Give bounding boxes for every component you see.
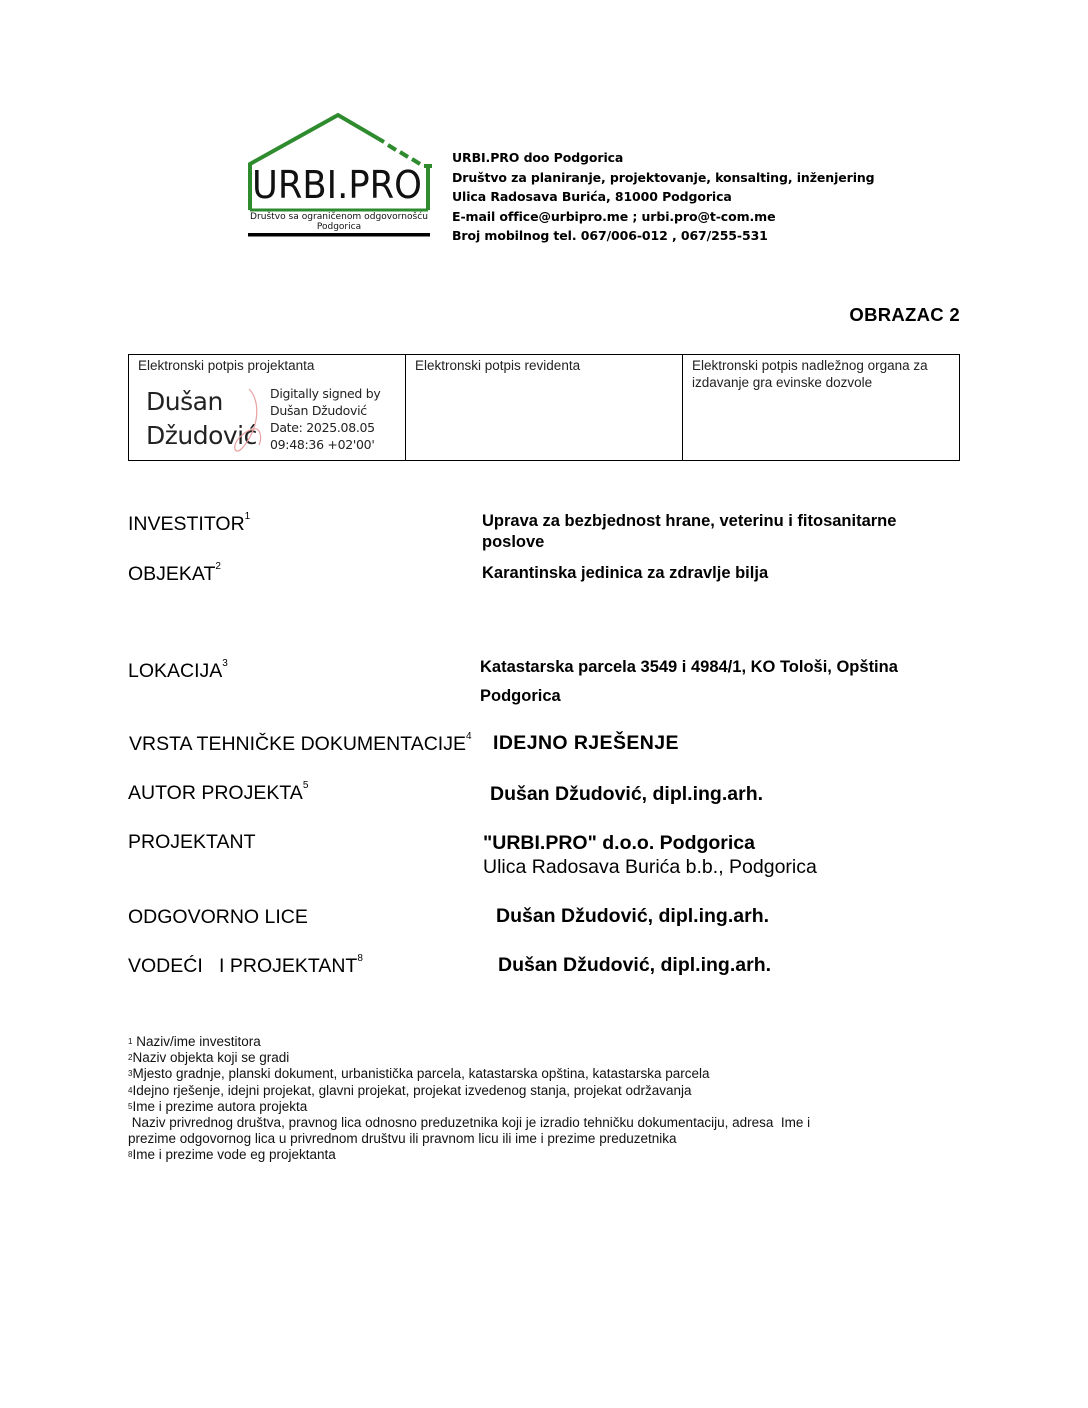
reviewer-signature-header: Elektronski potpis revidenta	[415, 358, 581, 373]
vodeci-projektant-value: Dušan Džudović, dipl.ing.arh.	[498, 954, 772, 976]
lokacija-value	[480, 653, 898, 711]
signer-name-line1: Dušan	[146, 387, 223, 416]
signature-table	[128, 354, 960, 461]
footnotes	[128, 1034, 810, 1164]
projektant-value-line1: "URBI.PRO" d.o.o. Podgorica	[483, 832, 756, 854]
lokacija-value-line1: Katastarska parcela 3549 i 4984/1, KO Tološi, Opština	[480, 658, 898, 676]
projektant-value-line2: Ulica Radosava Burića b.b., Podgorica	[483, 856, 817, 878]
designer-signature-cell[interactable]	[129, 355, 406, 460]
footnote-7: prezime odgovornog lica u privrednom društvu ili pravnom licu ili ime i prezime preduzetnika	[128, 1131, 677, 1147]
signed-date: Date: 2025.08.05	[270, 420, 375, 435]
reviewer-signature-cell[interactable]	[406, 355, 683, 460]
footnote-8: $^8$Ime i prezime vode eg projektanta	[128, 1147, 336, 1163]
investitor-value-line2: poslove	[482, 533, 545, 551]
signed-by-label: Digitally signed by	[270, 386, 381, 401]
footnote-4: $^4$Idejno rješenje, idejni projekat, glavni projekat, projekat izvedenog stanja, projekat održavanja	[128, 1082, 692, 1098]
signer-name-line2: Džudović	[146, 421, 257, 450]
footnote-1: $^1$ Naziv/ime investitora	[128, 1034, 261, 1049]
logo-city: Podgorica	[316, 222, 362, 232]
signature-flourish-icon	[229, 385, 274, 459]
objekat-value: Karantinska jedinica za zdravlje bilja	[482, 564, 769, 582]
investitor-value	[482, 511, 896, 553]
signed-time: 09:48:36 +02'00'	[270, 437, 375, 452]
investitor-value-line1: Uprava za bezbjednost hrane, veterinu i fitosanitarne	[482, 512, 897, 530]
odgovorno-lice-label: ODGOVORNO LICE	[128, 906, 308, 928]
company-email: E-mail office@urbipro.me ; urbi.pro@t-com.me	[452, 208, 776, 224]
authority-signature-header: Elektronski potpis nadležnog organa za izdavanje gra evinske dozvole	[692, 358, 928, 390]
projektant-value	[483, 831, 817, 879]
vrsta-value: IDEJNO RJEŠENJE	[493, 732, 679, 754]
digital-signature-details	[270, 385, 380, 453]
footnote-ref: 5	[302, 780, 309, 791]
projektant-label: PROJEKTANT	[128, 831, 256, 853]
odgovorno-lice-value: Dušan Džudović, dipl.ing.arh.	[496, 905, 770, 927]
investitor-label: INVESTITOR$^1$	[128, 511, 251, 535]
vodeci-projektant-label: VODEĆI I PROJEKTANT$^8$	[128, 953, 363, 977]
footnote-ref: 1	[244, 511, 251, 522]
vrsta-label: VRSTA TEHNIČKE DOKUMENTACIJE$^4$	[129, 731, 472, 755]
company-address: Ulica Radosava Burića, 81000 Podgorica	[452, 189, 732, 204]
company-name: URBI.PRO doo Podgorica	[452, 150, 624, 165]
form-title: OBRAZAC 2	[849, 304, 960, 325]
designer-signature-header: Elektronski potpis projektanta	[138, 358, 315, 373]
autor-value: Dušan Džudović, dipl.ing.arh.	[490, 783, 764, 805]
company-phone: Broj mobilnog tel. 067/006-012 , 067/255-531	[452, 228, 768, 243]
footnote-5: $^5$Ime i prezime autora projekta	[128, 1098, 308, 1114]
footnote-3: $^3$Mjesto gradnje, planski dokument, urbanistička parcela, katastarska opština, katastarska parcela	[128, 1066, 710, 1082]
lokacija-label: LOKACIJA$^3$	[128, 658, 228, 682]
logo-wordmark: URBI.PRO	[252, 163, 422, 207]
logo-tagline: Društvo sa ograničenom odgovornošću	[250, 212, 427, 222]
company-activity: Društvo za planiranje, projektovanje, konsalting, inženjering	[452, 169, 875, 185]
footnote-ref: 4	[465, 731, 472, 742]
urbipro-logo	[246, 112, 436, 240]
lokacija-value-line2: Podgorica	[480, 687, 561, 705]
signed-by-name: Dušan Džudović	[270, 403, 367, 418]
objekat-label: OBJEKAT$^2$	[128, 561, 221, 585]
autor-label: AUTOR PROJEKTA$^5$	[128, 780, 309, 804]
footnote-ref: 2	[215, 561, 221, 572]
footnote-6: Naziv privrednog društva, pravnog lica odnosno preduzetnika koji je izradio tehničku dokumentaciju, adresa Ime i	[128, 1115, 811, 1131]
footnote-ref: 3	[222, 658, 228, 669]
authority-signature-cell[interactable]	[683, 355, 959, 460]
footnote-ref: 8	[357, 953, 363, 964]
footnote-2: $^2$Naziv objekta koji se gradi	[128, 1050, 290, 1066]
